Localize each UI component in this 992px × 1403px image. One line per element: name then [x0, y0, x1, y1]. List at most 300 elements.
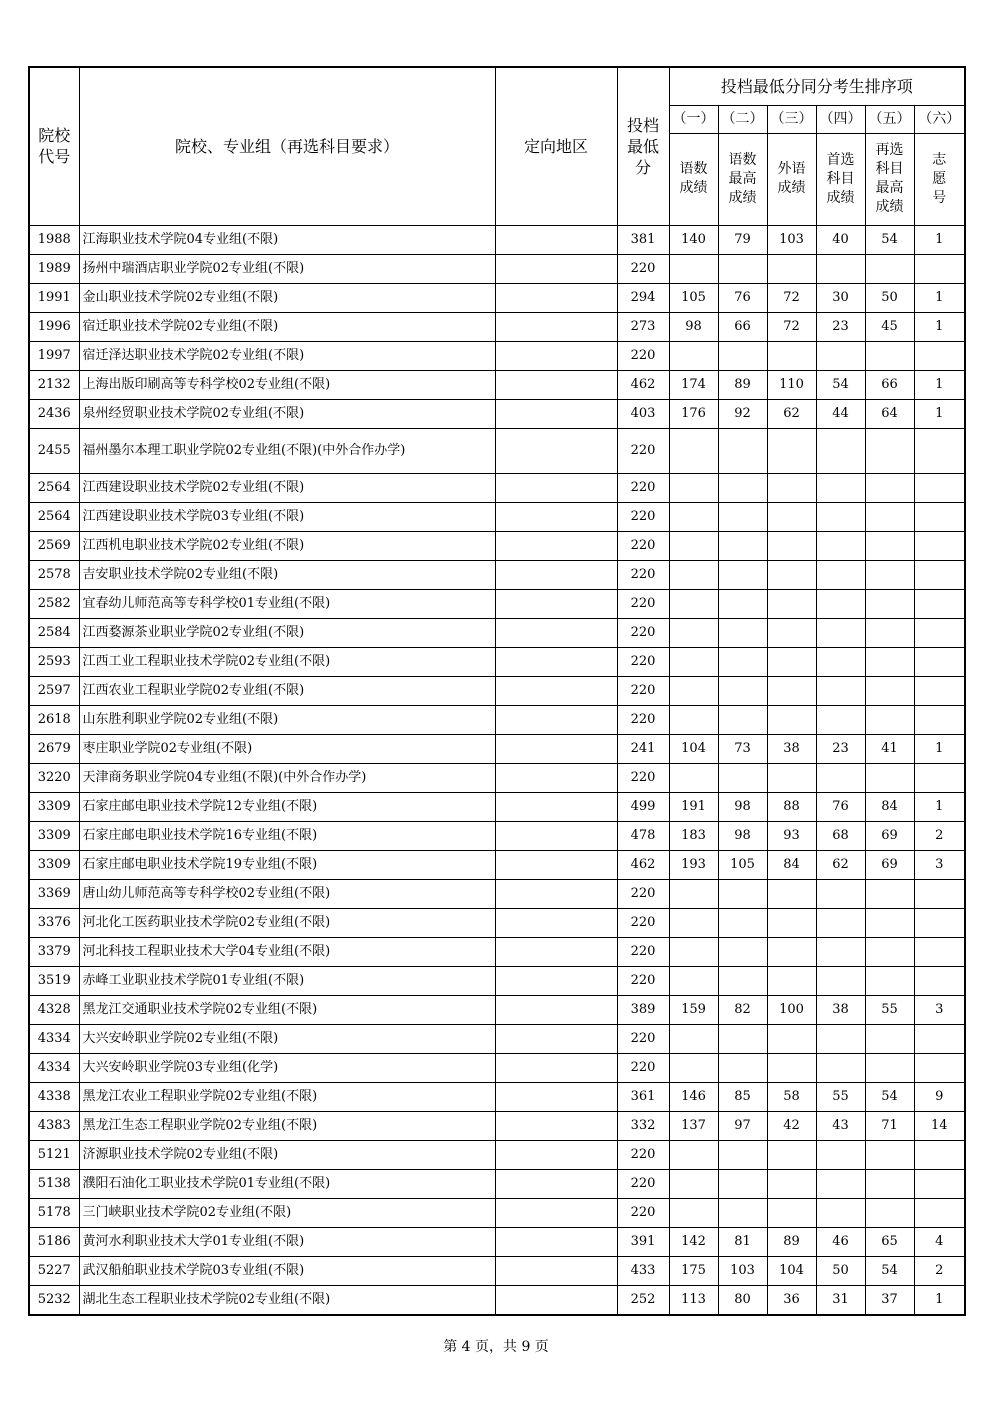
first-subject-cell [816, 1169, 865, 1198]
chinese-math-max-cell [718, 589, 767, 618]
chinese-math-max-cell: 81 [718, 1227, 767, 1256]
school-name-cell: 黑龙江生态工程职业学院02专业组(不限) [79, 1111, 495, 1140]
reselect-max-cell [865, 1024, 914, 1053]
foreign-lang-cell: 36 [767, 1285, 816, 1315]
table-row [29, 1111, 965, 1140]
min-score-cell: 220 [617, 1198, 669, 1227]
wish-no-cell [914, 937, 965, 966]
min-score-cell: 273 [617, 312, 669, 341]
reselect-max-cell: 69 [865, 850, 914, 879]
school-name-cell: 江西工业工程职业技术学院02专业组(不限) [79, 647, 495, 676]
wish-no-cell: 3 [914, 995, 965, 1024]
school-code-cell: 5227 [29, 1256, 79, 1285]
school-code-cell: 3519 [29, 966, 79, 995]
school-code-cell: 1988 [29, 225, 79, 254]
table-row [29, 1169, 965, 1198]
foreign-lang-cell: 84 [767, 850, 816, 879]
school-code-cell: 1997 [29, 341, 79, 370]
school-code-cell: 5232 [29, 1285, 79, 1315]
wish-no-cell [914, 763, 965, 792]
school-name-cell: 武汉船舶职业技术学院03专业组(不限) [79, 1256, 495, 1285]
min-score-cell: 403 [617, 399, 669, 428]
wish-no-cell: 1 [914, 225, 965, 254]
school-code-cell: 4328 [29, 995, 79, 1024]
school-code-cell: 5138 [29, 1169, 79, 1198]
school-code-cell: 3220 [29, 763, 79, 792]
min-score-cell: 220 [617, 1169, 669, 1198]
chinese-math-cell [669, 560, 718, 589]
min-score-cell: 332 [617, 1111, 669, 1140]
school-code-cell: 2569 [29, 531, 79, 560]
chinese-math-cell: 174 [669, 370, 718, 399]
first-subject-cell [816, 705, 865, 734]
region-cell [495, 428, 617, 473]
region-cell [495, 618, 617, 647]
school-code-cell: 3309 [29, 850, 79, 879]
table-row [29, 763, 965, 792]
chinese-math-max-cell [718, 618, 767, 647]
first-subject-cell [816, 763, 865, 792]
chinese-math-max-cell [718, 254, 767, 283]
school-code-cell: 1991 [29, 283, 79, 312]
first-subject-cell: 68 [816, 821, 865, 850]
foreign-lang-cell [767, 1198, 816, 1227]
foreign-lang-cell: 110 [767, 370, 816, 399]
wish-no-cell [914, 908, 965, 937]
school-name-cell: 江西机电职业技术学院02专业组(不限) [79, 531, 495, 560]
chinese-math-max-cell: 97 [718, 1111, 767, 1140]
chinese-math-max-cell [718, 676, 767, 705]
chinese-math-cell: 113 [669, 1285, 718, 1315]
first-subject-cell [816, 647, 865, 676]
first-subject-cell [816, 966, 865, 995]
school-code-cell: 4338 [29, 1082, 79, 1111]
min-score-cell: 220 [617, 647, 669, 676]
region-cell [495, 821, 617, 850]
first-subject-cell [816, 589, 865, 618]
reselect-max-cell: 54 [865, 1082, 914, 1111]
region-cell [495, 560, 617, 589]
school-code-cell: 4334 [29, 1053, 79, 1082]
school-name-cell: 江西建设职业技术学院02专业组(不限) [79, 473, 495, 502]
chinese-math-max-cell [718, 879, 767, 908]
chinese-math-max-cell: 79 [718, 225, 767, 254]
reselect-max-cell: 71 [865, 1111, 914, 1140]
table-row [29, 879, 965, 908]
chinese-math-max-cell: 80 [718, 1285, 767, 1315]
table-row [29, 589, 965, 618]
school-name-cell: 濮阳石油化工职业技术学院01专业组(不限) [79, 1169, 495, 1198]
chinese-math-cell [669, 1198, 718, 1227]
region-cell [495, 966, 617, 995]
school-code-cell: 2436 [29, 399, 79, 428]
header-chinese-math: 语数成绩 [669, 133, 718, 225]
wish-no-cell: 1 [914, 734, 965, 763]
min-score-cell: 220 [617, 763, 669, 792]
min-score-cell: 478 [617, 821, 669, 850]
first-subject-cell [816, 1198, 865, 1227]
reselect-max-cell: 66 [865, 370, 914, 399]
school-name-cell: 上海出版印刷高等专科学校02专业组(不限) [79, 370, 495, 399]
header-ord-4: （四） [816, 105, 865, 133]
first-subject-cell [816, 1053, 865, 1082]
region-cell [495, 1111, 617, 1140]
wish-no-cell [914, 502, 965, 531]
foreign-lang-cell [767, 705, 816, 734]
foreign-lang-cell [767, 966, 816, 995]
school-name-cell: 山东胜利职业学院02专业组(不限) [79, 705, 495, 734]
reselect-max-cell: 55 [865, 995, 914, 1024]
region-cell [495, 1082, 617, 1111]
min-score-cell: 433 [617, 1256, 669, 1285]
chinese-math-cell [669, 618, 718, 647]
page-footer: 第 4 页，共 9 页 [443, 1339, 549, 1355]
school-code-cell: 1989 [29, 254, 79, 283]
first-subject-cell: 46 [816, 1227, 865, 1256]
header-wish-no: 志愿号 [914, 133, 965, 225]
table-body [29, 225, 965, 1315]
chinese-math-max-cell: 66 [718, 312, 767, 341]
header-chinese-math-max: 语数最高成绩 [718, 133, 767, 225]
region-cell [495, 1285, 617, 1315]
region-cell [495, 937, 617, 966]
school-code-cell: 4383 [29, 1111, 79, 1140]
reselect-max-cell [865, 966, 914, 995]
table-row [29, 1256, 965, 1285]
chinese-math-cell [669, 341, 718, 370]
table-row [29, 1198, 965, 1227]
reselect-max-cell [865, 473, 914, 502]
school-name-cell: 天津商务职业学院04专业组(不限)(中外合作办学) [79, 763, 495, 792]
chinese-math-cell: 175 [669, 1256, 718, 1285]
school-name-cell: 石家庄邮电职业技术学院19专业组(不限) [79, 850, 495, 879]
first-subject-cell [816, 937, 865, 966]
region-cell [495, 283, 617, 312]
school-name-cell: 大兴安岭职业学院02专业组(不限) [79, 1024, 495, 1053]
table-row [29, 995, 965, 1024]
first-subject-cell: 76 [816, 792, 865, 821]
table-row [29, 370, 965, 399]
school-name-cell: 江西农业工程职业学院02专业组(不限) [79, 676, 495, 705]
school-name-cell: 三门峡职业技术学院02专业组(不限) [79, 1198, 495, 1227]
header-ord-1: （一） [669, 105, 718, 133]
chinese-math-max-cell [718, 1053, 767, 1082]
first-subject-cell [816, 428, 865, 473]
foreign-lang-cell: 103 [767, 225, 816, 254]
reselect-max-cell [865, 254, 914, 283]
chinese-math-max-cell [718, 1169, 767, 1198]
reselect-max-cell [865, 676, 914, 705]
first-subject-cell [816, 473, 865, 502]
wish-no-cell: 9 [914, 1082, 965, 1111]
school-code-cell: 3369 [29, 879, 79, 908]
reselect-max-cell: 54 [865, 1256, 914, 1285]
chinese-math-max-cell [718, 908, 767, 937]
school-name-cell: 河北化工医药职业技术学院02专业组(不限) [79, 908, 495, 937]
school-name-cell: 宜春幼儿师范高等专科学校01专业组(不限) [79, 589, 495, 618]
first-subject-cell [816, 908, 865, 937]
reselect-max-cell: 84 [865, 792, 914, 821]
school-name-cell: 石家庄邮电职业技术学院12专业组(不限) [79, 792, 495, 821]
min-score-cell: 220 [617, 879, 669, 908]
chinese-math-cell [669, 647, 718, 676]
min-score-cell: 252 [617, 1285, 669, 1315]
first-subject-cell: 31 [816, 1285, 865, 1315]
wish-no-cell [914, 1169, 965, 1198]
region-cell [495, 763, 617, 792]
school-code-cell: 2455 [29, 428, 79, 473]
table-row [29, 792, 965, 821]
reselect-max-cell: 50 [865, 283, 914, 312]
first-subject-cell: 23 [816, 312, 865, 341]
wish-no-cell [914, 618, 965, 647]
reselect-max-cell [865, 341, 914, 370]
header-min-score: 投档最低分 [617, 67, 669, 225]
foreign-lang-cell [767, 560, 816, 589]
wish-no-cell [914, 647, 965, 676]
wish-no-cell: 1 [914, 370, 965, 399]
wish-no-cell: 14 [914, 1111, 965, 1140]
wish-no-cell [914, 1024, 965, 1053]
wish-no-cell: 2 [914, 1256, 965, 1285]
first-subject-cell [816, 676, 865, 705]
min-score-cell: 381 [617, 225, 669, 254]
chinese-math-max-cell [718, 1198, 767, 1227]
first-subject-cell: 38 [816, 995, 865, 1024]
wish-no-cell: 1 [914, 1285, 965, 1315]
school-name-cell: 扬州中瑞酒店职业学院02专业组(不限) [79, 254, 495, 283]
chinese-math-cell [669, 1140, 718, 1169]
chinese-math-cell: 142 [669, 1227, 718, 1256]
region-cell [495, 647, 617, 676]
chinese-math-cell [669, 908, 718, 937]
min-score-cell: 220 [617, 254, 669, 283]
table-row [29, 676, 965, 705]
region-cell [495, 850, 617, 879]
school-name-cell: 黑龙江农业工程职业学院02专业组(不限) [79, 1082, 495, 1111]
header-school-group: 院校、专业组（再选科目要求） [79, 67, 495, 225]
first-subject-cell [816, 618, 865, 647]
table-row [29, 1082, 965, 1111]
chinese-math-max-cell [718, 531, 767, 560]
reselect-max-cell: 37 [865, 1285, 914, 1315]
region-cell [495, 341, 617, 370]
school-name-cell: 石家庄邮电职业技术学院16专业组(不限) [79, 821, 495, 850]
table-row [29, 937, 965, 966]
school-name-cell: 湖北生态工程职业技术学院02专业组(不限) [79, 1285, 495, 1315]
admission-score-table [28, 66, 966, 1316]
chinese-math-max-cell [718, 502, 767, 531]
region-cell [495, 1256, 617, 1285]
min-score-cell: 220 [617, 428, 669, 473]
first-subject-cell: 44 [816, 399, 865, 428]
min-score-cell: 241 [617, 734, 669, 763]
chinese-math-cell: 146 [669, 1082, 718, 1111]
min-score-cell: 220 [617, 966, 669, 995]
chinese-math-cell [669, 531, 718, 560]
chinese-math-max-cell [718, 1024, 767, 1053]
region-cell [495, 254, 617, 283]
reselect-max-cell [865, 1140, 914, 1169]
wish-no-cell [914, 531, 965, 560]
first-subject-cell: 40 [816, 225, 865, 254]
wish-no-cell [914, 341, 965, 370]
first-subject-cell [816, 879, 865, 908]
chinese-math-cell: 104 [669, 734, 718, 763]
region-cell [495, 370, 617, 399]
min-score-cell: 220 [617, 473, 669, 502]
min-score-cell: 220 [617, 560, 669, 589]
wish-no-cell [914, 966, 965, 995]
school-code-cell: 2582 [29, 589, 79, 618]
reselect-max-cell: 69 [865, 821, 914, 850]
foreign-lang-cell: 72 [767, 283, 816, 312]
foreign-lang-cell [767, 763, 816, 792]
min-score-cell: 220 [617, 618, 669, 647]
chinese-math-max-cell [718, 763, 767, 792]
school-code-cell: 2564 [29, 502, 79, 531]
chinese-math-cell [669, 502, 718, 531]
school-name-cell: 唐山幼儿师范高等专科学校02专业组(不限) [79, 879, 495, 908]
table-row [29, 821, 965, 850]
min-score-cell: 220 [617, 531, 669, 560]
chinese-math-cell [669, 254, 718, 283]
chinese-math-max-cell: 82 [718, 995, 767, 1024]
table-row [29, 734, 965, 763]
foreign-lang-cell: 38 [767, 734, 816, 763]
table-row [29, 428, 965, 473]
foreign-lang-cell [767, 589, 816, 618]
wish-no-cell [914, 879, 965, 908]
min-score-cell: 220 [617, 589, 669, 618]
wish-no-cell: 4 [914, 1227, 965, 1256]
first-subject-cell: 30 [816, 283, 865, 312]
school-name-cell: 黄河水利职业技术大学01专业组(不限) [79, 1227, 495, 1256]
school-code-cell: 2132 [29, 370, 79, 399]
reselect-max-cell [865, 589, 914, 618]
min-score-cell: 294 [617, 283, 669, 312]
min-score-cell: 389 [617, 995, 669, 1024]
wish-no-cell [914, 589, 965, 618]
table-row [29, 502, 965, 531]
foreign-lang-cell: 93 [767, 821, 816, 850]
first-subject-cell: 50 [816, 1256, 865, 1285]
table-row [29, 254, 965, 283]
first-subject-cell [816, 560, 865, 589]
table-row [29, 1285, 965, 1315]
min-score-cell: 361 [617, 1082, 669, 1111]
chinese-math-cell [669, 676, 718, 705]
first-subject-cell [816, 502, 865, 531]
foreign-lang-cell: 42 [767, 1111, 816, 1140]
first-subject-cell [816, 254, 865, 283]
table-row [29, 312, 965, 341]
school-name-cell: 江西建设职业技术学院03专业组(不限) [79, 502, 495, 531]
first-subject-cell: 62 [816, 850, 865, 879]
foreign-lang-cell: 58 [767, 1082, 816, 1111]
reselect-max-cell: 45 [865, 312, 914, 341]
header-ord-3: （三） [767, 105, 816, 133]
reselect-max-cell [865, 937, 914, 966]
foreign-lang-cell [767, 341, 816, 370]
chinese-math-max-cell: 92 [718, 399, 767, 428]
school-name-cell: 宿迁泽达职业技术学院02专业组(不限) [79, 341, 495, 370]
school-code-cell: 2564 [29, 473, 79, 502]
region-cell [495, 676, 617, 705]
table-row [29, 1024, 965, 1053]
header-ord-5: （五） [865, 105, 914, 133]
header-first-subject: 首选科目成绩 [816, 133, 865, 225]
region-cell [495, 589, 617, 618]
chinese-math-cell [669, 966, 718, 995]
school-code-cell: 2618 [29, 705, 79, 734]
region-cell [495, 995, 617, 1024]
chinese-math-max-cell [718, 473, 767, 502]
chinese-math-cell: 98 [669, 312, 718, 341]
school-code-cell: 5178 [29, 1198, 79, 1227]
header-region: 定向地区 [495, 67, 617, 225]
region-cell [495, 1024, 617, 1053]
reselect-max-cell: 64 [865, 399, 914, 428]
reselect-max-cell [865, 1169, 914, 1198]
region-cell [495, 705, 617, 734]
wish-no-cell [914, 1140, 965, 1169]
reselect-max-cell [865, 763, 914, 792]
first-subject-cell: 23 [816, 734, 865, 763]
table-row [29, 531, 965, 560]
min-score-cell: 220 [617, 502, 669, 531]
first-subject-cell [816, 341, 865, 370]
chinese-math-cell [669, 1053, 718, 1082]
region-cell [495, 792, 617, 821]
school-name-cell: 吉安职业技术学院02专业组(不限) [79, 560, 495, 589]
min-score-cell: 220 [617, 908, 669, 937]
reselect-max-cell: 65 [865, 1227, 914, 1256]
chinese-math-cell [669, 589, 718, 618]
reselect-max-cell [865, 560, 914, 589]
foreign-lang-cell [767, 254, 816, 283]
chinese-math-max-cell: 76 [718, 283, 767, 312]
foreign-lang-cell [767, 473, 816, 502]
foreign-lang-cell: 62 [767, 399, 816, 428]
foreign-lang-cell [767, 618, 816, 647]
table-row [29, 473, 965, 502]
min-score-cell: 462 [617, 370, 669, 399]
school-code-cell: 4334 [29, 1024, 79, 1053]
school-name-cell: 泉州经贸职业技术学院02专业组(不限) [79, 399, 495, 428]
chinese-math-max-cell: 98 [718, 792, 767, 821]
table-row [29, 399, 965, 428]
header-foreign-lang: 外语成绩 [767, 133, 816, 225]
table-row [29, 966, 965, 995]
school-code-cell: 2593 [29, 647, 79, 676]
first-subject-cell: 54 [816, 370, 865, 399]
school-code-cell: 1996 [29, 312, 79, 341]
header-school-code: 院校代号 [29, 67, 79, 225]
chinese-math-max-cell: 105 [718, 850, 767, 879]
school-name-cell: 大兴安岭职业学院03专业组(化学) [79, 1053, 495, 1082]
reselect-max-cell [865, 618, 914, 647]
first-subject-cell [816, 1140, 865, 1169]
wish-no-cell [914, 254, 965, 283]
table-row [29, 341, 965, 370]
foreign-lang-cell [767, 1140, 816, 1169]
header-ord-2: （二） [718, 105, 767, 133]
table-row [29, 225, 965, 254]
table-row [29, 908, 965, 937]
chinese-math-max-cell [718, 428, 767, 473]
region-cell [495, 1169, 617, 1198]
